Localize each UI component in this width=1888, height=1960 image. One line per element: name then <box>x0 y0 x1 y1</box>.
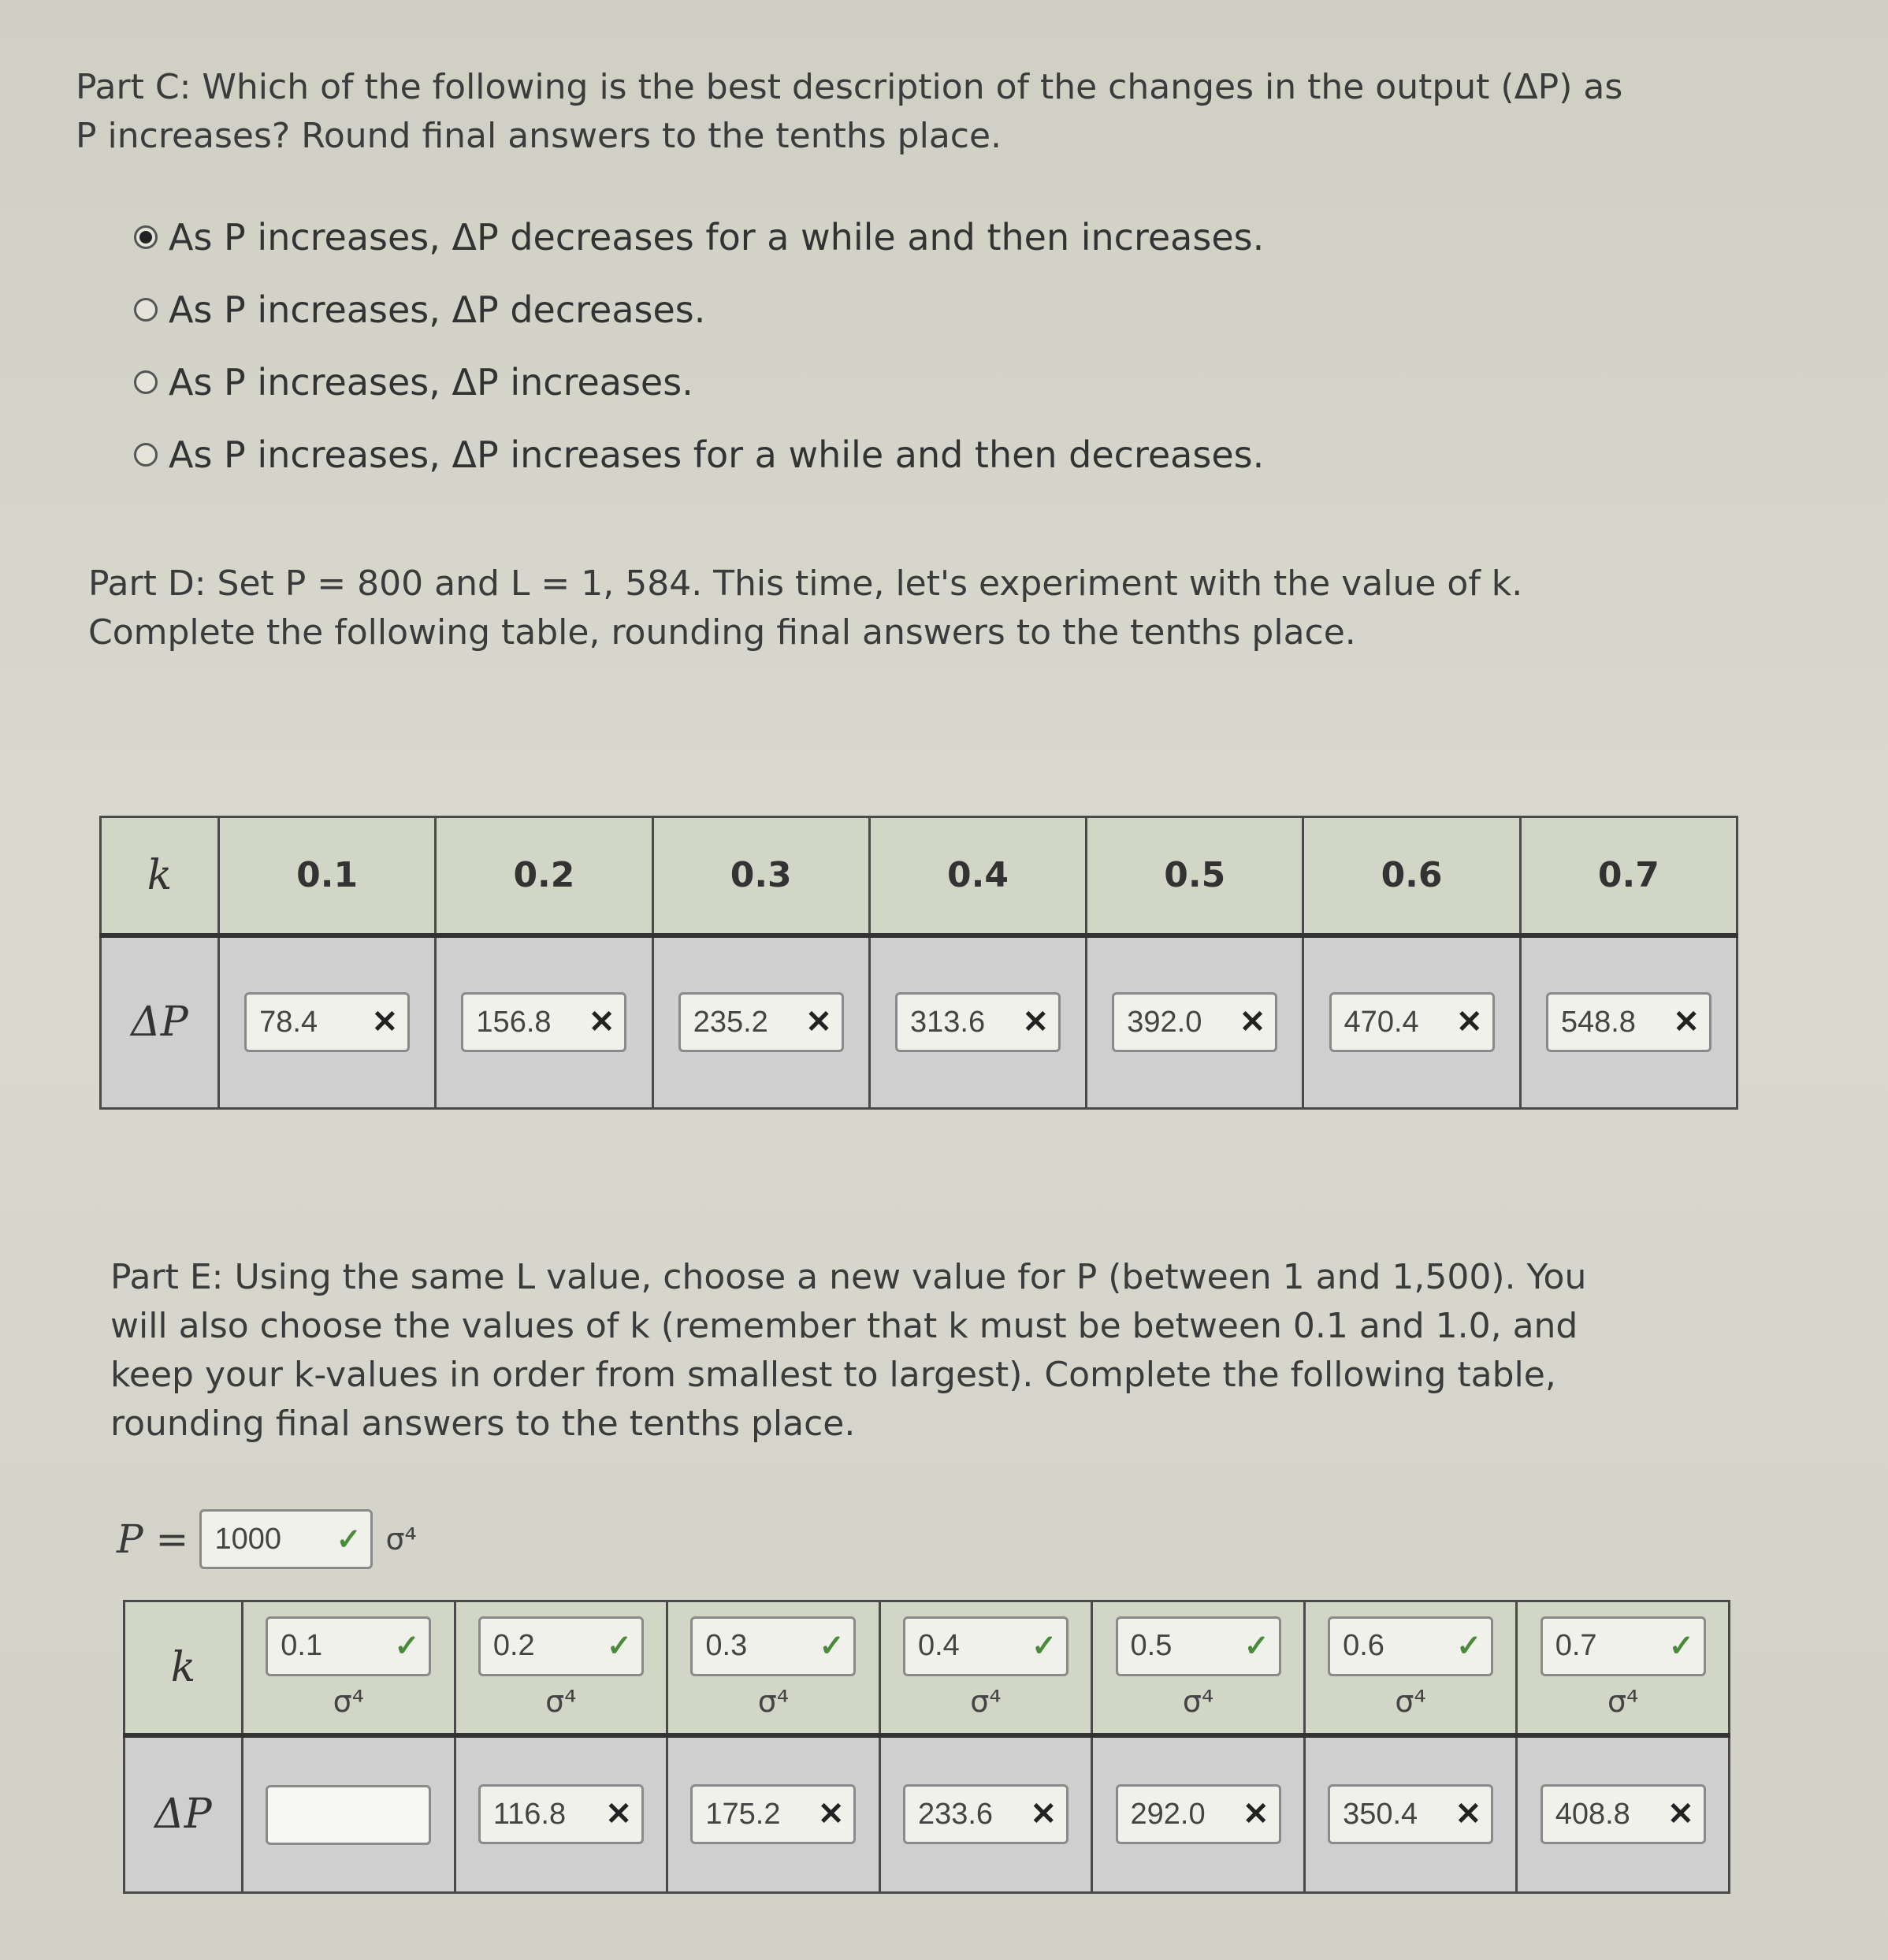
choice-2[interactable] <box>134 346 1264 418</box>
dp-cell <box>652 935 869 1109</box>
radio-icon[interactable] <box>134 370 158 394</box>
k-input[interactable] <box>690 1616 856 1676</box>
answer-value: 233.6 <box>917 1797 994 1831</box>
k-label: k <box>101 817 219 935</box>
k-cell <box>879 1601 1092 1735</box>
choice-0[interactable] <box>134 201 1264 273</box>
incorrect-icon: ✕ <box>1239 1005 1266 1040</box>
part-e-text: Part E: Using the same L value, choose a new value for P (between 1 and 1,500). You will also choose the values of k (remember that k must be between 0.1 and 1.0, and keep your k-values in order from smallest to largest). Complete the following table, rounding final answers to the tenths place. <box>110 1257 1587 1444</box>
dp-cell <box>1303 935 1520 1109</box>
answer-value: 408.8 <box>1555 1797 1630 1831</box>
answer-value: 292.0 <box>1130 1797 1206 1831</box>
k-row <box>101 817 1737 935</box>
part-e-table <box>123 1600 1730 1894</box>
k-cell: 0.5 <box>1087 817 1303 935</box>
part-c-choices <box>134 201 1264 491</box>
incorrect-icon: ✕ <box>1022 1005 1049 1040</box>
incorrect-icon: ✕ <box>1673 1005 1700 1040</box>
correct-icon: ✓ <box>1031 1630 1057 1664</box>
k-row <box>125 1601 1730 1735</box>
part-c-question: Part C: Which of the following is the best description of the changes in the output (ΔP) as P increases? Round final answers to the tenths place. <box>76 67 1623 156</box>
correct-icon: ✓ <box>819 1630 845 1664</box>
choice-3[interactable] <box>134 418 1264 491</box>
keypad-icon[interactable]: σ⁴ <box>1182 1683 1214 1719</box>
choice-label: As P increases, ΔP increases. <box>169 361 693 404</box>
dp-cell <box>1304 1735 1517 1893</box>
dp-label: ΔP <box>125 1735 243 1893</box>
incorrect-icon: ✕ <box>1667 1797 1694 1832</box>
k-cell: 0.2 <box>436 817 652 935</box>
dp-cell <box>1092 1735 1305 1893</box>
k-cell <box>1304 1601 1517 1735</box>
dp-cell <box>1520 935 1737 1109</box>
keypad-icon[interactable]: σ⁴ <box>385 1522 417 1556</box>
answer-value: 350.4 <box>1343 1797 1418 1831</box>
correct-icon: ✓ <box>1668 1630 1694 1664</box>
k-cell <box>455 1601 667 1735</box>
choice-1[interactable] <box>134 273 1264 346</box>
correct-icon: ✓ <box>1243 1630 1269 1664</box>
answer-input[interactable] <box>1116 1784 1281 1844</box>
k-input[interactable] <box>478 1616 644 1676</box>
k-value: 0.3 <box>705 1629 748 1663</box>
keypad-icon[interactable]: σ⁴ <box>1395 1683 1426 1719</box>
answer-value: 116.8 <box>492 1797 567 1831</box>
p-input-line <box>117 1509 417 1569</box>
answer-input[interactable] <box>678 992 844 1052</box>
correct-icon: ✓ <box>394 1630 420 1664</box>
k-cell: 0.3 <box>652 817 869 935</box>
k-input[interactable] <box>266 1616 431 1676</box>
k-cell <box>1092 1601 1305 1735</box>
incorrect-icon: ✕ <box>605 1797 632 1832</box>
dp-cell <box>436 935 652 1109</box>
k-cell <box>667 1601 880 1735</box>
dp-cell <box>243 1735 455 1893</box>
k-value: 0.4 <box>917 1629 960 1663</box>
correct-icon: ✓ <box>336 1523 362 1556</box>
k-input[interactable] <box>1541 1616 1706 1676</box>
k-cell: 0.4 <box>869 817 1086 935</box>
k-value: 0.2 <box>492 1629 535 1663</box>
answer-input[interactable] <box>690 1784 856 1844</box>
incorrect-icon: ✕ <box>805 1005 832 1040</box>
radio-icon[interactable] <box>134 298 158 322</box>
k-input[interactable] <box>903 1616 1069 1676</box>
dp-cell <box>219 935 436 1109</box>
p-value: 1000 <box>214 1522 281 1556</box>
answer-value: 313.6 <box>909 1005 986 1039</box>
k-value: 0.5 <box>1130 1629 1173 1663</box>
keypad-icon[interactable]: σ⁴ <box>545 1683 577 1719</box>
dp-row <box>101 935 1737 1109</box>
dp-cell <box>455 1735 667 1893</box>
k-value: 0.7 <box>1555 1629 1597 1663</box>
p-input[interactable] <box>199 1509 373 1569</box>
answer-input[interactable] <box>1546 992 1711 1052</box>
dp-row <box>125 1735 1730 1893</box>
k-cell: 0.7 <box>1520 817 1737 935</box>
incorrect-icon: ✕ <box>371 1005 399 1040</box>
incorrect-icon: ✕ <box>817 1797 845 1832</box>
answer-value: 175.2 <box>705 1797 781 1831</box>
incorrect-icon: ✕ <box>588 1005 615 1040</box>
choice-label: As P increases, ΔP increases for a while and then decreases. <box>169 433 1265 476</box>
k-input[interactable] <box>1116 1616 1281 1676</box>
keypad-icon[interactable]: σ⁴ <box>970 1683 1002 1719</box>
dp-cell <box>667 1735 880 1893</box>
correct-icon: ✓ <box>607 1630 632 1664</box>
answer-input[interactable] <box>1112 992 1277 1052</box>
answer-input[interactable] <box>895 992 1061 1052</box>
k-label: k <box>125 1601 243 1735</box>
answer-input[interactable] <box>1329 992 1495 1052</box>
incorrect-icon: ✕ <box>1456 1005 1483 1040</box>
k-input[interactable] <box>1328 1616 1493 1676</box>
keypad-icon[interactable]: σ⁴ <box>757 1683 790 1719</box>
radio-selected-icon[interactable] <box>134 225 158 249</box>
p-label: P = <box>117 1516 189 1562</box>
part-d-text: Part D: Set P = 800 and L = 1, 584. This time, let's experiment with the value of k. Complete the following table, rounding final answers to the tenths place. <box>88 563 1523 653</box>
incorrect-icon: ✕ <box>1455 1797 1482 1832</box>
dp-label: ΔP <box>101 935 219 1109</box>
answer-value: 470.4 <box>1344 1005 1419 1039</box>
keypad-icon[interactable]: σ⁴ <box>333 1683 364 1719</box>
radio-icon[interactable] <box>134 443 158 467</box>
k-value: 0.6 <box>1343 1629 1384 1663</box>
answer-input[interactable] <box>903 1784 1069 1844</box>
keypad-icon[interactable]: σ⁴ <box>1607 1683 1639 1719</box>
answer-input[interactable] <box>1541 1784 1706 1844</box>
k-cell <box>243 1601 455 1735</box>
dp-cell <box>869 935 1086 1109</box>
answer-input[interactable] <box>478 1784 644 1844</box>
answer-value: 548.8 <box>1560 1005 1636 1039</box>
part-d-table <box>99 816 1738 1110</box>
incorrect-icon: ✕ <box>1030 1797 1057 1832</box>
k-cell: 0.6 <box>1303 817 1520 935</box>
answer-input[interactable] <box>244 992 410 1052</box>
answer-value: 78.4 <box>259 1005 318 1039</box>
answer-input[interactable] <box>1328 1784 1493 1844</box>
k-cell: 0.1 <box>219 817 436 935</box>
dp-cell <box>879 1735 1092 1893</box>
choice-label: As P increases, ΔP decreases for a while and then increases. <box>169 216 1265 258</box>
answer-value: 156.8 <box>476 1005 552 1039</box>
incorrect-icon: ✕ <box>1243 1797 1269 1832</box>
answer-value: 235.2 <box>693 1005 768 1039</box>
dp-cell <box>1087 935 1303 1109</box>
answer-value: 392.0 <box>1127 1005 1202 1039</box>
dp-cell <box>1517 1735 1730 1893</box>
answer-input-empty[interactable] <box>266 1785 431 1845</box>
k-cell <box>1517 1601 1730 1735</box>
choice-label: As P increases, ΔP decreases. <box>169 288 706 331</box>
answer-input[interactable] <box>461 992 626 1052</box>
k-value: 0.1 <box>281 1629 323 1663</box>
correct-icon: ✓ <box>1456 1630 1482 1664</box>
